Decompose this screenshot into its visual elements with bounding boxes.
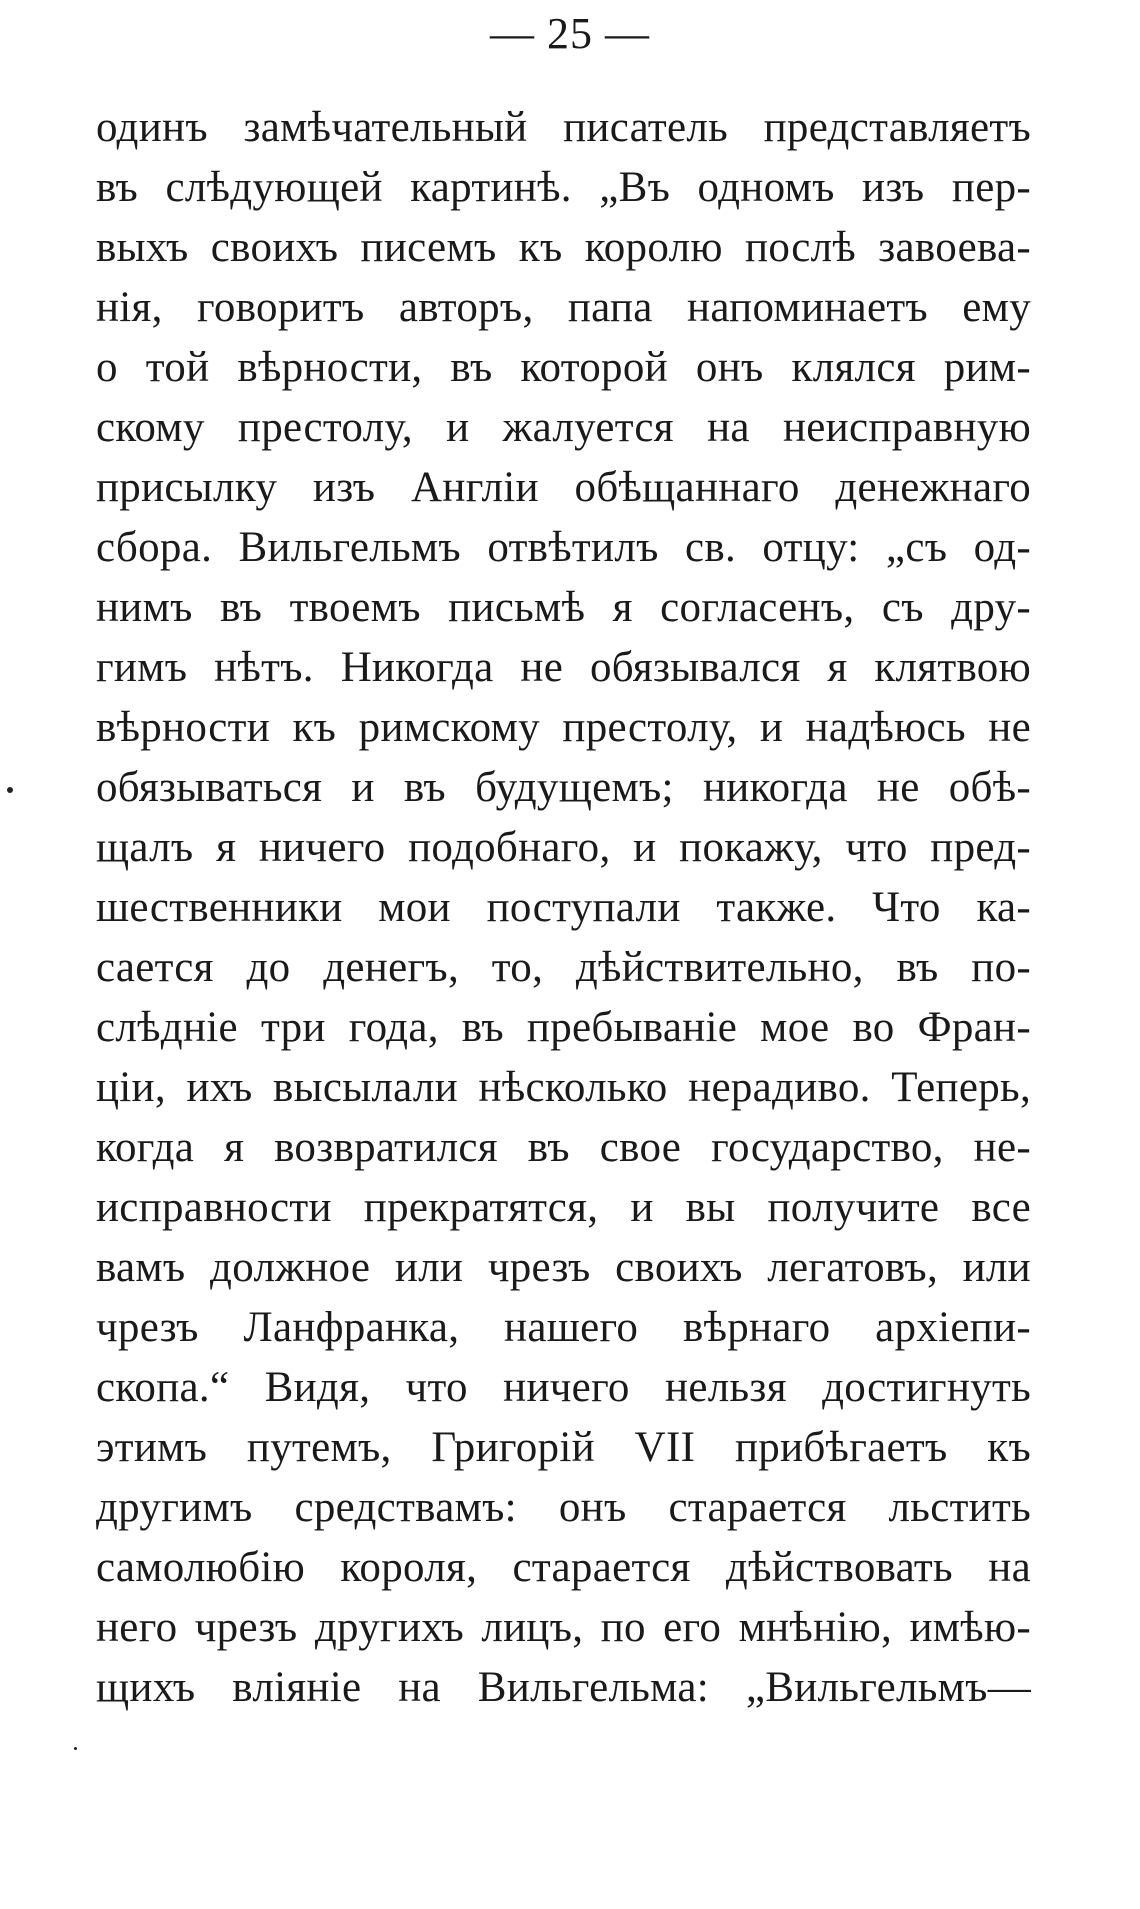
text-line: присылку изъ Англіи обѣщаннаго денежнаго: [96, 464, 1031, 511]
text-line: когда я возвратился въ свое государство, не-: [96, 1124, 1031, 1171]
text-line: сается до денегъ, то, дѣйствительно, въ по-: [96, 944, 1031, 991]
text-line: вамъ должное или чрезъ своихъ легатовъ, или: [96, 1244, 1031, 1291]
text-line: слѣдніе три года, въ пребываніе мое во Фран-: [96, 1004, 1031, 1051]
text-line: самолюбію короля, старается дѣйствовать на: [96, 1544, 1031, 1591]
text-line: чрезъ Ланфранка, нашего вѣрнаго архіепи-: [96, 1304, 1031, 1351]
page-number: — 25 —: [490, 9, 650, 58]
text-line: нія, говоритъ авторъ, папа напоминаетъ ему: [96, 284, 1031, 331]
text-line: въ слѣдующей картинѣ. „Въ одномъ изъ пер-: [96, 164, 1031, 211]
text-line: скому престолу, и жалуется на неисправную: [96, 404, 1031, 451]
ink-speck: [74, 1747, 77, 1750]
ink-speck: [7, 787, 13, 793]
text-line: выхъ своихъ писемъ къ королю послѣ завоева-: [96, 224, 1031, 271]
text-line: исправности прекратятся, и вы получите все: [96, 1184, 1031, 1231]
text-line: скопа.“ Видя, что ничего нельзя достигнуть: [96, 1364, 1031, 1411]
text-line: обязываться и въ будущемъ; никогда не обѣ-: [96, 764, 1031, 811]
text-line: щихъ вліяніе на Вильгельма: „Вильгельмъ—: [96, 1664, 1031, 1711]
text-line: щалъ я ничего подобнаго, и покажу, что пред-: [96, 824, 1031, 871]
text-line: нимъ въ твоемъ письмѣ я согласенъ, съ дру-: [96, 584, 1031, 631]
text-line: этимъ путемъ, Григорій VII прибѣгаетъ къ: [96, 1424, 1031, 1471]
text-line: гимъ нѣтъ. Никогда не обязывался я клятвою: [96, 644, 1031, 691]
text-line: него чрезъ другихъ лицъ, по его мнѣнію, имѣю-: [96, 1604, 1031, 1651]
text-line: сбора. Вильгельмъ отвѣтилъ св. отцу: „съ од-: [96, 524, 1031, 571]
body-text: [96, 98, 1031, 1718]
text-line: другимъ средствамъ: онъ старается льстить: [96, 1484, 1031, 1531]
text-line: шественники мои поступали также. Что ка-: [96, 884, 1031, 931]
text-line: одинъ замѣчательный писатель представляетъ: [96, 104, 1031, 151]
text-line: о той вѣрности, въ которой онъ клялся рим-: [96, 344, 1031, 391]
text-line: ціи, ихъ высылали нѣсколько нерадиво. Теперь,: [96, 1064, 1031, 1111]
text-line: вѣрности къ римскому престолу, и надѣюсь не: [96, 704, 1031, 751]
